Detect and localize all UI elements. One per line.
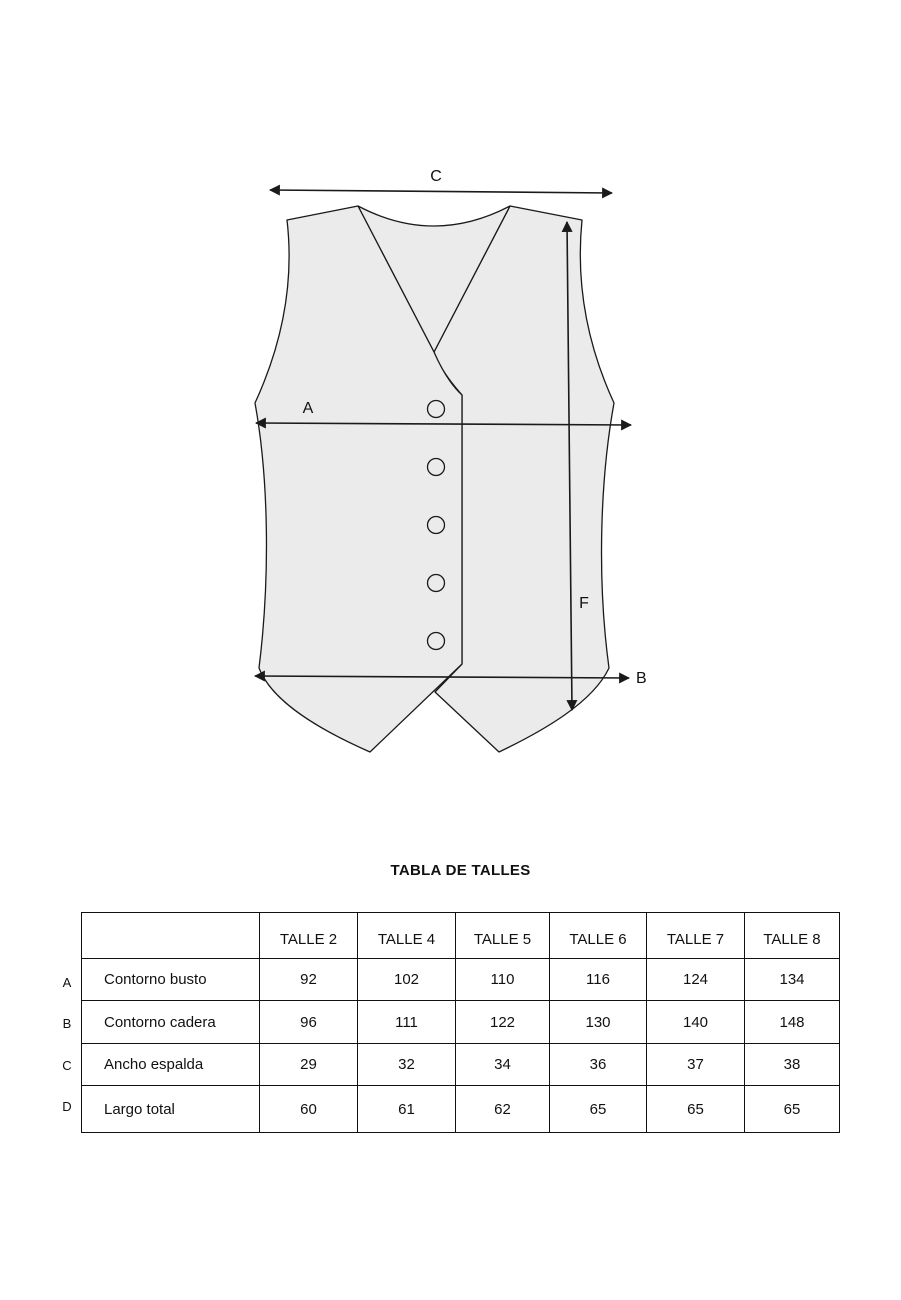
table-cell: 92 bbox=[260, 959, 358, 1001]
table-cell: 36 bbox=[550, 1044, 647, 1086]
row-letter-b: B bbox=[62, 1016, 72, 1031]
header-cell-talle-2: TALLE 2 bbox=[260, 913, 358, 959]
table-cell: 37 bbox=[647, 1044, 745, 1086]
table-cell: 65 bbox=[550, 1086, 647, 1133]
size-table bbox=[81, 912, 840, 1133]
table-cell: 60 bbox=[260, 1086, 358, 1133]
table-cell: 130 bbox=[550, 1001, 647, 1044]
table-cell: 122 bbox=[456, 1001, 550, 1044]
label-c: C bbox=[430, 168, 442, 185]
table-cell: 32 bbox=[358, 1044, 456, 1086]
table-cell: 124 bbox=[647, 959, 745, 1001]
row-name: Contorno cadera bbox=[82, 1001, 260, 1044]
label-f: F bbox=[579, 595, 589, 612]
table-row bbox=[82, 1001, 840, 1044]
table-header-row bbox=[82, 913, 840, 959]
header-cell-talle-7: TALLE 7 bbox=[647, 913, 745, 959]
table-cell: 111 bbox=[358, 1001, 456, 1044]
table-cell: 134 bbox=[745, 959, 840, 1001]
table-row bbox=[82, 1086, 840, 1133]
table-cell: 96 bbox=[260, 1001, 358, 1044]
table-cell: 140 bbox=[647, 1001, 745, 1044]
header-cell-talle-4: TALLE 4 bbox=[358, 913, 456, 959]
table-cell: 110 bbox=[456, 959, 550, 1001]
table-cell: 34 bbox=[456, 1044, 550, 1086]
row-letter-a: A bbox=[62, 975, 72, 990]
table-cell: 38 bbox=[745, 1044, 840, 1086]
label-b: B bbox=[636, 670, 647, 687]
header-cell-talle-6: TALLE 6 bbox=[550, 913, 647, 959]
header-cell-talle-8: TALLE 8 bbox=[745, 913, 840, 959]
table-cell: 65 bbox=[647, 1086, 745, 1133]
row-name: Contorno busto bbox=[82, 959, 260, 1001]
table-cell: 102 bbox=[358, 959, 456, 1001]
header-cell-empty bbox=[82, 913, 260, 959]
table-cell: 62 bbox=[456, 1086, 550, 1133]
header-cell-talle-5: TALLE 5 bbox=[456, 913, 550, 959]
row-name: Ancho espalda bbox=[82, 1044, 260, 1086]
table-row bbox=[82, 959, 840, 1001]
table-cell: 61 bbox=[358, 1086, 456, 1133]
table-cell: 148 bbox=[745, 1001, 840, 1044]
table-row bbox=[82, 1044, 840, 1086]
table-cell: 29 bbox=[260, 1044, 358, 1086]
row-name: Largo total bbox=[82, 1086, 260, 1133]
table-cell: 116 bbox=[550, 959, 647, 1001]
label-a: A bbox=[302, 400, 314, 417]
table-cell: 65 bbox=[745, 1086, 840, 1133]
table-title: TABLA DE TALLES bbox=[390, 862, 531, 879]
measure-arrow-c bbox=[270, 190, 612, 193]
row-letter-d: D bbox=[62, 1099, 72, 1114]
row-letter-c: C bbox=[62, 1058, 72, 1073]
